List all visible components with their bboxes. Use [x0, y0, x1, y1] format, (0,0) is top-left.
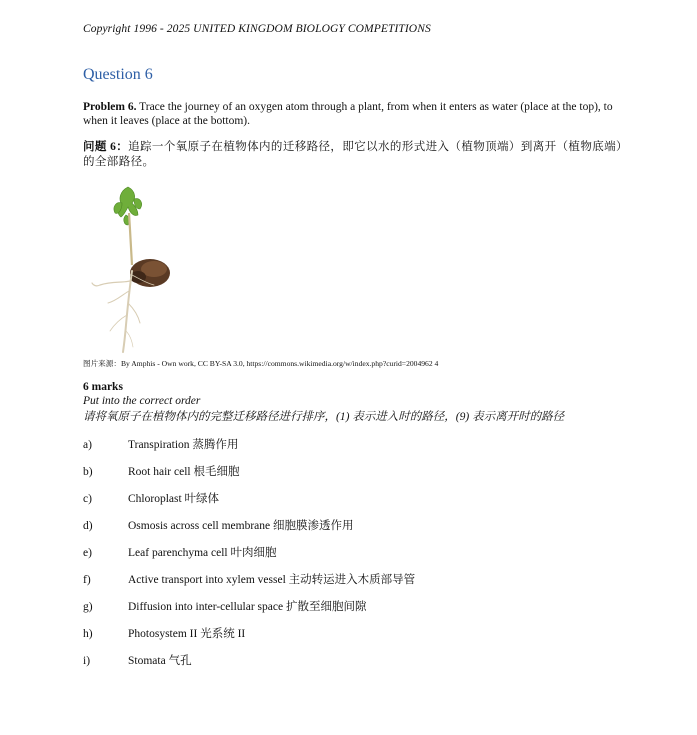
- image-credit: 图片来源：By Amphis - Own work, CC BY-SA 3.0, https://commons.wikimedia.org/w/index.php?curid=2004962 4: [83, 359, 439, 368]
- copyright-header: Copyright 1996 - 2025 UNITED KINGDOM BIOLOGY COMPETITIONS: [83, 23, 431, 35]
- seedling-image: [88, 185, 188, 353]
- option-text: Transpiration 蒸腾作用: [128, 439, 239, 451]
- option-text: Diffusion into inter-cellular space 扩散至细胞间隙: [128, 601, 367, 613]
- option-letter: e): [83, 547, 92, 559]
- problem-label-zh: 问题 6：: [83, 141, 129, 153]
- problem-text-zh: 追踪一个氧原子在植物体内的迁移路径，即它以水的形式进入（植物顶端）到离开（植物底端）的全部路径。: [83, 141, 623, 168]
- seedling-stem: [129, 213, 132, 265]
- option-letter: g): [83, 601, 93, 613]
- problem-statement: [83, 100, 623, 128]
- option-letter: i): [83, 655, 91, 667]
- marks-label: 6 marks: [83, 381, 123, 393]
- option-letter: b): [83, 466, 93, 478]
- instruction: Put into the correct order: [83, 395, 201, 407]
- option-text: Photosystem II 光系统 II: [128, 628, 246, 640]
- option-letter: d): [83, 520, 93, 532]
- option-text: Active transport into xylem vessel 主动转运进入木质部导管: [128, 574, 416, 586]
- option-letter: a): [83, 439, 92, 451]
- option-letter: f): [83, 574, 91, 586]
- problem-text: Trace the journey of an oxygen atom through a plant, from when it enters as water (place at the top), to when it leaves (place at the bottom).: [83, 101, 613, 127]
- problem-statement-zh: [83, 140, 623, 170]
- option-letter: h): [83, 628, 93, 640]
- problem-label: Problem 6.: [83, 101, 137, 113]
- seed: [130, 259, 170, 287]
- option-text: Stomata 气孔: [128, 655, 192, 667]
- seedling-leaves: [114, 187, 142, 225]
- question-title: Question 6: [83, 66, 153, 83]
- option-text: Chloroplast 叶绿体: [128, 493, 220, 505]
- option-text: Osmosis across cell membrane 细胞膜渗透作用: [128, 520, 354, 532]
- option-text: Root hair cell 根毛细胞: [128, 466, 240, 478]
- instruction-zh: 请将氧原子在植物体内的完整迁移路径进行排序，(1) 表示进入时的路径，(9) 表示离开时的路径: [83, 411, 565, 423]
- option-text: Leaf parenchyma cell 叶肉细胞: [128, 547, 277, 559]
- option-letter: c): [83, 493, 92, 505]
